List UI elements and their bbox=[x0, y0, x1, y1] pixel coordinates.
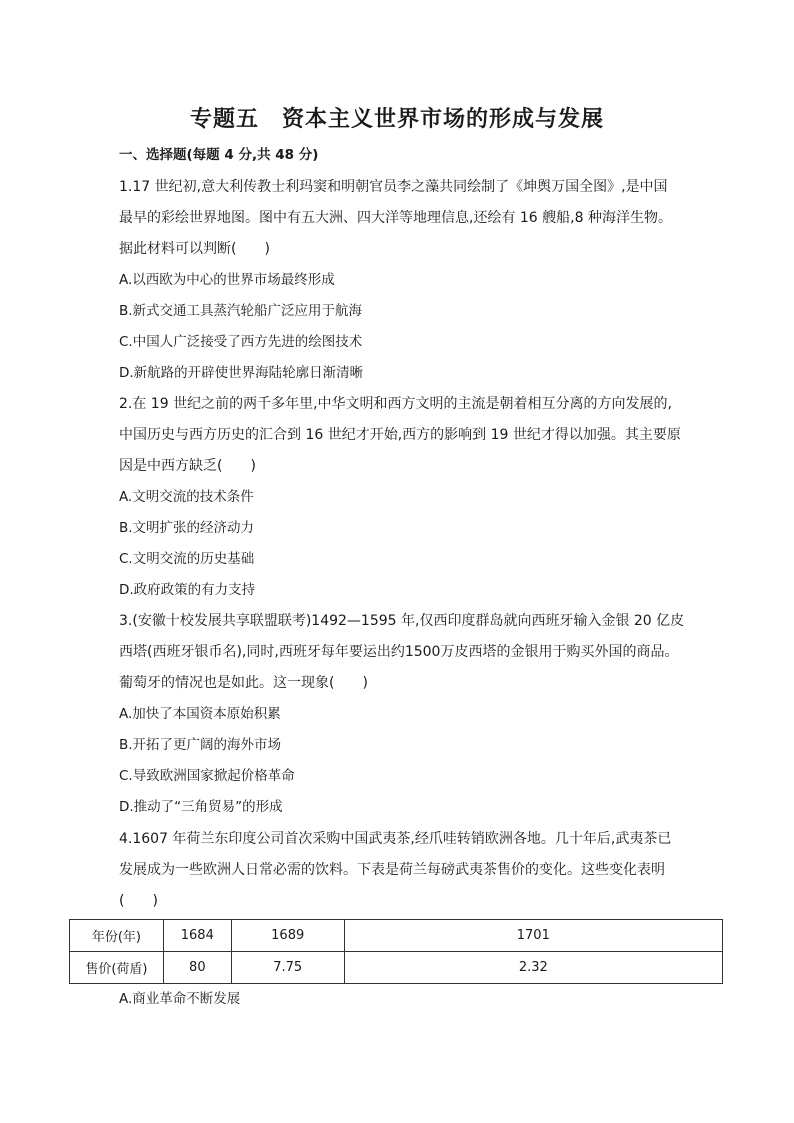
question-2-option-c: C.文明交流的历史基础 bbox=[119, 551, 255, 567]
page-title: 专题五 资本主义世界市场的形成与发展 bbox=[189, 107, 604, 132]
table-cell: 1684 bbox=[163, 920, 231, 952]
question-2-stem-line: 中国历史与西方历史的汇合到 16 世纪才开始,西方的影响到 19 世纪才得以加强。其主要原 bbox=[119, 427, 681, 443]
question-2-stem-line: 因是中西方缺乏( ) bbox=[119, 458, 256, 474]
question-2-option-a: A.文明交流的技术条件 bbox=[119, 489, 254, 505]
table-row bbox=[70, 952, 723, 984]
tea-price-table bbox=[69, 919, 723, 984]
table-row bbox=[70, 920, 723, 952]
question-1-stem-line: 据此材料可以判断( ) bbox=[119, 241, 270, 257]
question-4-stem-line: 发展成为一些欧洲人日常必需的饮料。下表是荷兰每磅武夷茶售价的变化。这些变化表明 bbox=[119, 862, 665, 878]
question-1-option-d: D.新航路的开辟使世界海陆轮廓日渐清晰 bbox=[119, 365, 364, 381]
question-4-stem-line: 4.1607 年荷兰东印度公司首次采购中国武夷茶,经爪哇转销欧洲各地。几十年后,武夷茶已 bbox=[119, 831, 672, 847]
question-4-option-a: A.商业革命不断发展 bbox=[119, 991, 241, 1007]
table-cell: 7.75 bbox=[231, 952, 344, 984]
question-2 bbox=[119, 389, 679, 606]
question-3-stem-line: 葡萄牙的情况也是如此。这一现象( ) bbox=[119, 675, 368, 691]
question-4 bbox=[119, 824, 679, 917]
table-cell: 2.32 bbox=[344, 952, 722, 984]
question-3-option-b: B.开拓了更广阔的海外市场 bbox=[119, 737, 282, 753]
table-cell: 1689 bbox=[231, 920, 344, 952]
question-3-stem-line: 西塔(西班牙银币名),同时,西班牙每年要运出约1500万皮西塔的金银用于购买外国的商品。 bbox=[119, 644, 679, 660]
question-4-stem-line: ( ) bbox=[119, 893, 158, 909]
question-3-option-d: D.推动了“三角贸易”的形成 bbox=[119, 799, 283, 815]
question-2-option-d: D.政府政策的有力支持 bbox=[119, 582, 256, 598]
question-3-option-a: A.加快了本国资本原始积累 bbox=[119, 706, 281, 722]
question-3-option-c: C.导致欧洲国家掀起价格革命 bbox=[119, 768, 295, 784]
question-2-stem-line: 2.在 19 世纪之前的两千多年里,中华文明和西方文明的主流是朝着相互分离的方向发展的, bbox=[119, 396, 672, 412]
table-header-cell: 售价(荷盾) bbox=[70, 952, 164, 984]
question-2-option-b: B.文明扩张的经济动力 bbox=[119, 520, 255, 536]
table-cell: 1701 bbox=[344, 920, 722, 952]
question-1 bbox=[119, 172, 679, 389]
question-3 bbox=[119, 606, 685, 823]
question-1-option-b: B.新式交通工具蒸汽轮船广泛应用于航海 bbox=[119, 303, 363, 319]
question-3-stem-line: 3.(安徽十校发展共享联盟联考)1492—1595 年,仅西印度群岛就向西班牙输入金银 20 亿皮 bbox=[119, 613, 685, 629]
question-1-option-c: C.中国人广泛接受了西方先进的绘图技术 bbox=[119, 334, 363, 350]
question-1-stem-line: 最早的彩绘世界地图。图中有五大洲、四大洋等地理信息,还绘有 16 艘船,8 种海洋生物。 bbox=[119, 210, 672, 226]
section-heading: 一、选择题(每题 4 分,共 48 分) bbox=[119, 147, 319, 163]
table-cell: 80 bbox=[163, 952, 231, 984]
table-header-cell: 年份(年) bbox=[70, 920, 164, 952]
question-1-option-a: A.以西欧为中心的世界市场最终形成 bbox=[119, 272, 335, 288]
question-1-stem-line: 1.17 世纪初,意大利传教士利玛窦和明朝官员李之藻共同绘制了《坤舆万国全图》,是中国 bbox=[119, 179, 668, 195]
